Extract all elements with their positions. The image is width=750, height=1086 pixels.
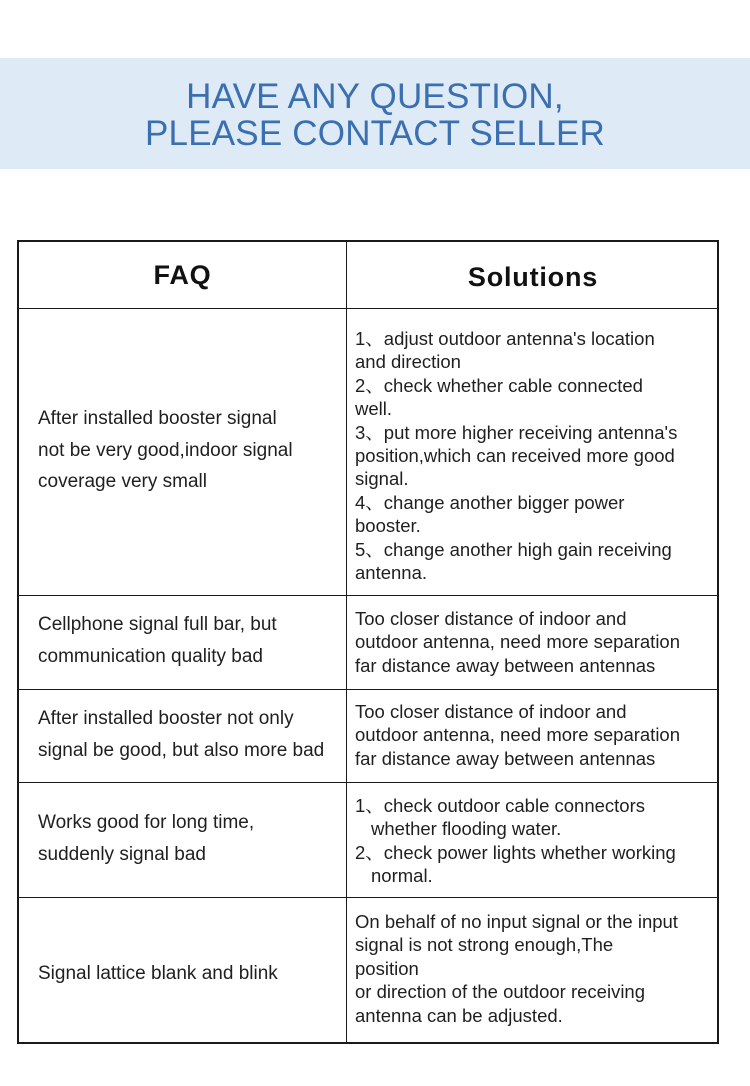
faq-table xyxy=(17,240,719,1044)
faq-solution-1: 1、adjust outdoor antenna's location and direction 2、check whether cable connected well. 3、put more higher receiving antenna's position,which can received more good signal. 4、change another bigger power booster. 5、change another high gain receiving antenna. xyxy=(355,328,678,584)
banner-title-line-2: PLEASE CONTACT SELLER xyxy=(144,114,605,153)
row-divider xyxy=(19,595,717,596)
header-row-divider xyxy=(19,308,717,309)
faq-question-4: Works good for long time, suddenly signal bad xyxy=(38,812,255,865)
contact-banner xyxy=(0,58,750,169)
column-divider xyxy=(346,242,347,1042)
solutions-column-header: Solutions xyxy=(467,262,599,292)
row-divider xyxy=(19,782,717,783)
faq-question-5: Signal lattice blank and blink xyxy=(38,963,278,984)
faq-solution-3: Too closer distance of indoor and outdoor antenna, need more separation far distance away between antennas xyxy=(355,701,681,769)
row-divider xyxy=(19,897,717,898)
row-divider xyxy=(19,689,717,690)
faq-column-header: FAQ xyxy=(153,260,212,290)
faq-question-2: Cellphone signal full bar, but communication quality bad xyxy=(38,614,277,667)
faq-question-1: After installed booster signal not be very good,indoor signal coverage very small xyxy=(38,408,293,492)
faq-solution-4: 1、check outdoor cable connectors whether flooding water. 2、check power lights whether working normal. xyxy=(355,795,676,887)
banner-title-line-1: HAVE ANY QUESTION, xyxy=(186,77,564,116)
faq-question-3: After installed booster not only signal be good, but also more bad xyxy=(38,708,325,761)
faq-solution-5: On behalf of no input signal or the input signal is not strong enough,The position or direction of the outdoor receiving antenna can be adjusted. xyxy=(355,911,678,1026)
faq-solution-2: Too closer distance of indoor and outdoor antenna, need more separation far distance away between antennas xyxy=(355,608,681,676)
